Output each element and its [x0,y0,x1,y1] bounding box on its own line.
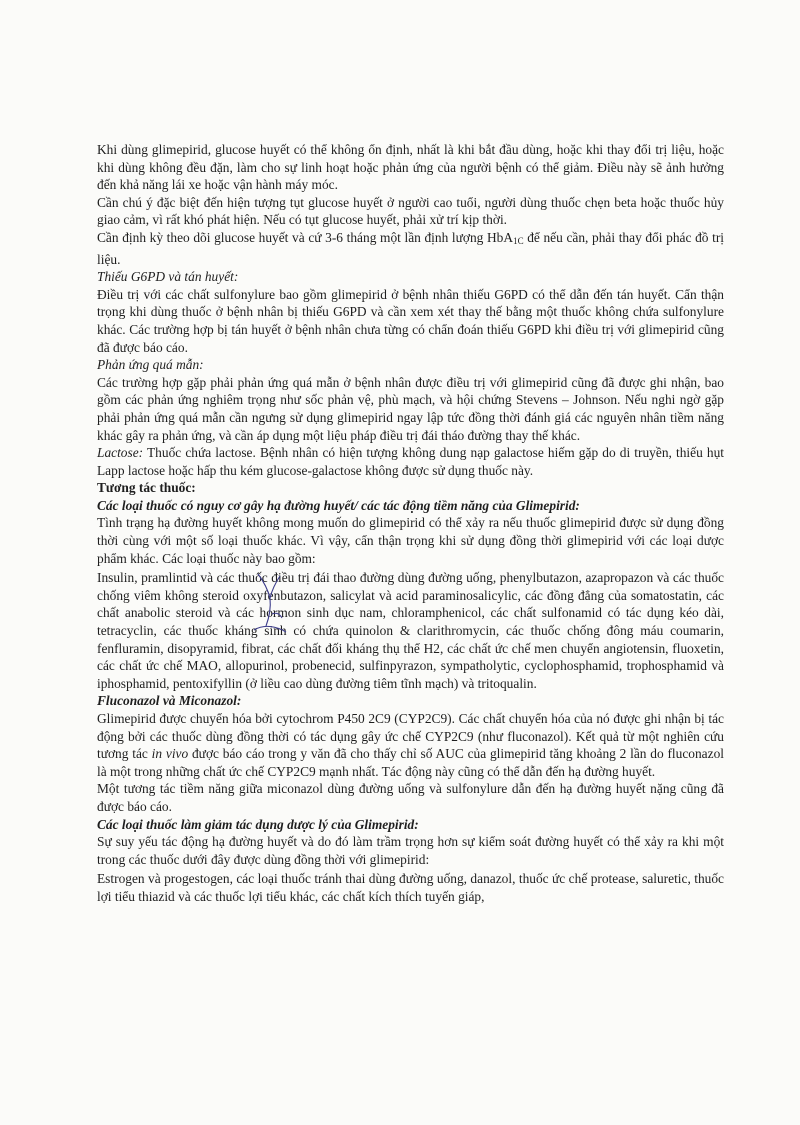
heading-fluconazole: Fluconazol và Miconazol: [97,693,242,709]
paragraph-hypoglycemia-elderly: Cần chú ý đặc biệt đến hiện tượng tụt glucose huyết ở người cao tuổi, người dùng thuốc chẹn beta hoặc thuốc hủy giao cảm, vì rất khó phát hiện. Nếu có tụt glucose huyết, phải xử trí kịp thời. [97,194,724,228]
paragraph-drug-list: Insulin, pramlintid và các thuốc điều trị đái thao đường dùng đường uống, phenylbutazon, azapropazon và các thuốc chống viêm không steroid oxyfenbutazon, salicylat và acid paraminosalicylic, các đồng đẳng của somatostatin, các chất anabolic steroid và các hormon sinh dục nam, chloramphenicol, các chất sulfonamid có tác dụng kéo dài, tetracyclin, các thuốc kháng sinh có chứa quinolon & clarithromycin, các thuốc chống đông máu coumarin, fenfluramin, disopyramid, fibrat, các chất đối kháng thụ thể H2, các chất ức chế men chuyển angiotensin, fluoxetin, các chất ức chế MAO, allopurinol, probenecid, sulfinpyrazon, sympatholytic, cyclophosphamid, trophosphamid và iphosphamid, pentoxifyllin (ở liều cao dùng đường tiêm tĩnh mạch) và tritoqualin. [97,570,724,691]
heading-reduced-effect: Các loại thuốc làm giảm tác dụng dược lý của Glimepirid: [97,816,419,832]
heading-hypoglycemia-drugs: Các loại thuốc có nguy cơ gây hạ đường huyết/ các tác động tiềm năng của Glimepirid: [97,497,580,513]
monitoring-text-a: Cần định kỳ theo dõi glucose huyết và cứ 3-6 tháng một lần định lượng HbA [97,229,514,245]
paragraph-cyp2c9 [97,710,724,780]
paragraph-glucose-instability: Khi dùng glimepirid, glucose huyết có thể không ổn định, nhất là khi bắt đầu dùng, hoặc khi thay đổi trị liệu, hoặc khi dùng không đều đặn, làm cho sự linh hoạt hoặc phản ứng của người bệnh có thể giảm. Điều này sẽ ảnh hưởng đến khả năng lái xe hoặc vận hành máy móc. [97,142,724,193]
paragraph-hypersensitivity: Các trường hợp gặp phải phản ứng quá mẫn ở bệnh nhân được điều trị với glimepirid cũng đã được ghi nhận, bao gồm các phản ứng nghiêm trọng như sốc phản vệ, phù mạch, và hội chứng Stevens – Johnson. Nếu nghi ngờ gặp phải phản ứng quá mẫn cần ngưng sử dụng glimepirid ngay lập tức đồng thời đánh giá các nguyên nhân tiềm năng khác gây ra phản ứng, và cần áp dụng một liệu pháp điều trị đái tháo đường thay thế khác. [97,374,724,443]
handwritten-pen-mark [250,568,290,638]
paragraph-reduced-drug-list: Estrogen và progestogen, các loại thuốc tránh thai dùng đường uống, danazol, thuốc ức chế protease, saluretic, thuốc lợi tiểu thiazid và các thuốc lợi tiểu khác, các chất kích thích tuyến giáp, [97,871,724,904]
lactose-label: Lactose: [97,445,144,461]
cyp2c9-text-b: được báo cáo trong y văn đã cho thấy chỉ số AUC của glimepirid tăng khoảng 2 lần do fluconazol là một trong những chất ức chế CYP2C9 mạnh nhất. Tác động này cũng có thể dẫn đến hạ đường huyết. [97,746,724,779]
cyp2c9-text-a: Glimepirid được chuyển hóa bởi cytochrom P450 2C9 (CYP2C9). Các chất chuyển hóa của nó được ghi nhận bị tác động bởi các thuốc dùng đồng thời có tác dụng gây ức chế CYP2C9 (như fluconazol). Kết quả từ một nghiên cứu tương tác [97,711,724,762]
heading-g6pd: Thiếu G6PD và tán huyết: [97,269,239,285]
hba1c-subscript: 1C [513,235,524,246]
in-vivo-text: in vivo [151,746,189,762]
monitoring-text-b: để nếu cần, phải thay đổi phác đồ trị liệu. [97,229,724,267]
paragraph-reduced-effect: Sự suy yếu tác động hạ đường huyết và do đó làm trầm trọng hơn sự kiểm soát đường huyết có thể xảy ra khi một trong các thuốc dưới đây được dùng đồng thời với glimepirid: [97,834,724,867]
heading-hypersensitivity: Phản ứng quá mẫn: [97,357,204,373]
paragraph-lactose [97,444,724,479]
paragraph-monitoring [97,229,724,268]
paragraph-g6pd: Điều trị với các chất sulfonylure bao gồm glimepirid ở bệnh nhân thiếu G6PD có thể dẫn đến tán huyết. Cẩn thận trọng khi dùng thuốc ở bệnh nhân bị thiếu G6PD và cần xem xét thay thế bằng một thuốc không chứa sulfonylure khác. Các trường hợp bị tán huyết ở bệnh nhân chưa từng có chẩn đoán thiếu G6PD khi điều trị với glimepirid cũng đã được báo cáo. [97,286,724,355]
heading-drug-interactions: Tương tác thuốc: [97,480,196,496]
document-body [97,141,724,906]
paragraph-hypoglycemia-drugs: Tình trạng hạ đường huyết không mong muốn do glimepirid có thể xảy ra nếu thuốc glimepirid được sử dụng đồng thời cùng với một số loại thuốc khác. Vì vậy, cẩn thận trọng khi sử dụng đồng thời glimepirid với các loại dược phẩm khác. Các loại thuốc này bao gồm: [97,515,724,566]
lactose-text: Thuốc chứa lactose. Bệnh nhân có hiện tượng không dung nạp galactose hiếm gặp do di truyền, thiếu hụt Lapp lactose hoặc hấp thu kém glucose-galactose không được sử dụng thuốc này. [97,445,724,478]
paragraph-miconazole: Một tương tác tiềm năng giữa miconazol dùng đường uống và sulfonylure dẫn đến hạ đường huyết nặng cũng đã được báo cáo. [97,781,724,814]
